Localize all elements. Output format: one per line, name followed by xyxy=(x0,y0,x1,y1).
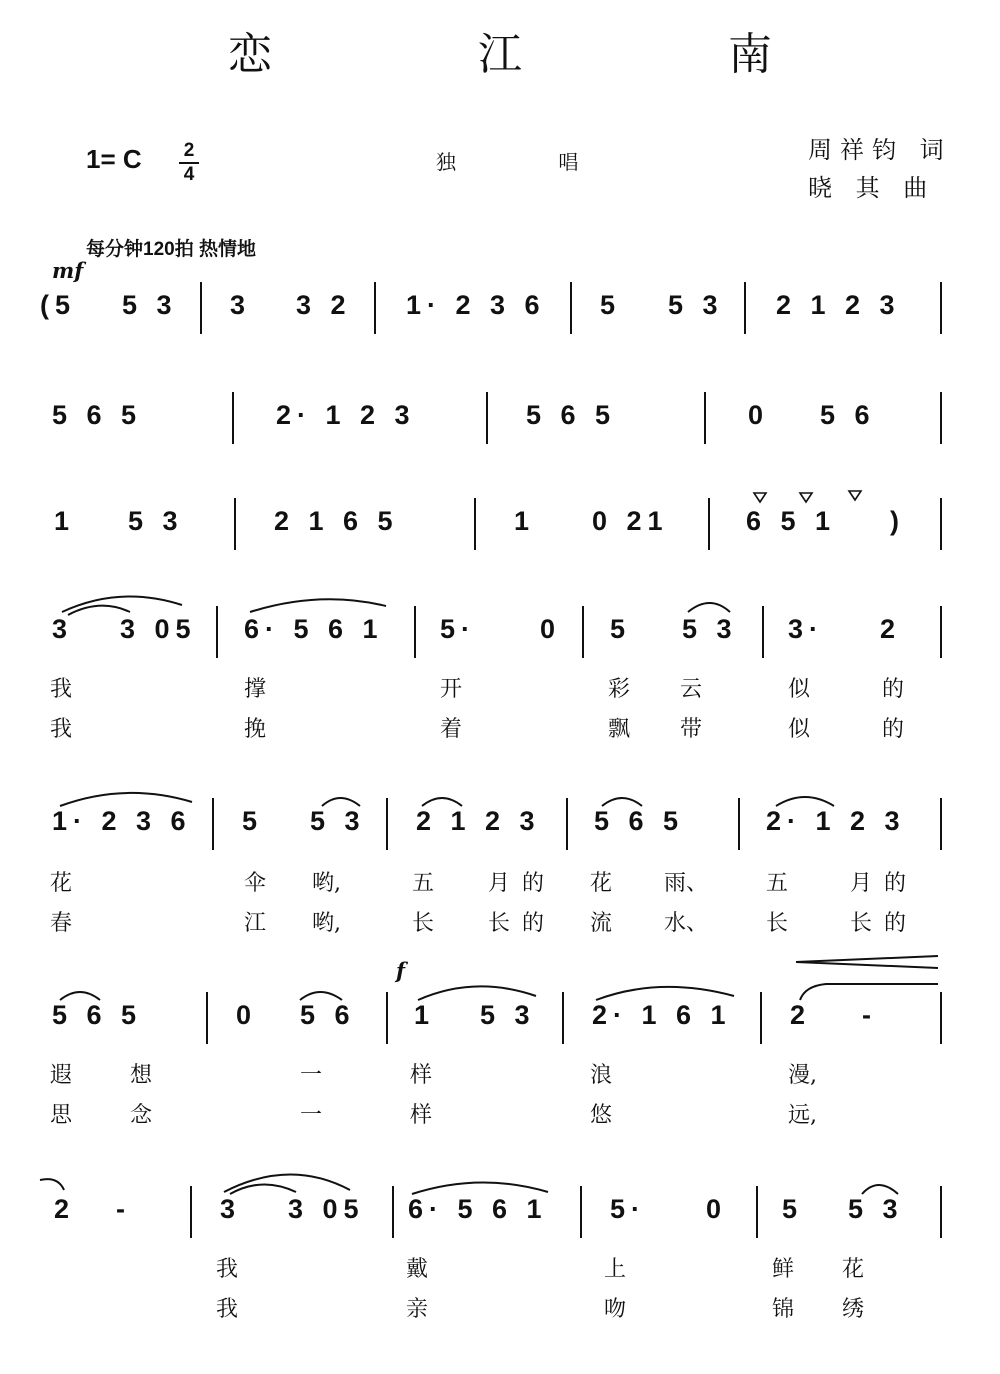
lyric-syllable: 绣 xyxy=(842,1297,865,1322)
note-group: 5· xyxy=(440,614,477,644)
note-group: ) xyxy=(890,506,905,536)
lyric-syllable: 样 xyxy=(410,1103,433,1128)
accent-mark xyxy=(800,493,812,502)
lyric-syllable: 五 xyxy=(766,871,789,896)
note-group: 3 05 xyxy=(120,614,197,644)
lyric-syllable: 的 xyxy=(882,677,905,702)
time-signature-top: 2 xyxy=(183,140,195,161)
note-group: 5 3 xyxy=(848,1194,904,1224)
time-signature-bottom: 4 xyxy=(183,164,195,185)
lyric-syllable: 戴 xyxy=(406,1257,429,1282)
lyric-syllable: 想 xyxy=(130,1063,153,1088)
lyric-syllable: 长 xyxy=(488,911,511,936)
note-group: 5 xyxy=(782,1194,804,1224)
note-group: 2 xyxy=(880,614,902,644)
lyric-syllable: 长 xyxy=(412,911,435,936)
note-group: 1 xyxy=(414,1000,436,1030)
composer-credit: 晓 其 曲 xyxy=(808,174,936,202)
slur xyxy=(68,606,130,615)
note-group: 3 05 xyxy=(288,1194,365,1224)
tie xyxy=(300,992,342,1000)
note-group: 5 6 xyxy=(300,1000,356,1030)
note-group: 5 6 5 xyxy=(526,400,617,430)
note-group: 0 xyxy=(706,1194,728,1224)
performance-type: 独 唱 xyxy=(436,150,627,174)
note-group: 0 xyxy=(236,1000,258,1030)
note-group: (5 xyxy=(40,290,77,320)
tie xyxy=(862,1185,898,1194)
lyric-syllable: 思 xyxy=(50,1103,73,1128)
tie xyxy=(422,798,462,806)
lyric-syllable: 云 xyxy=(680,677,703,702)
note-group: 2 xyxy=(790,1000,812,1030)
lyric-syllable: 远, xyxy=(788,1103,817,1128)
dynamic-mf: mf xyxy=(52,258,84,283)
lyric-syllable: 的 xyxy=(884,911,907,936)
note-group: 0 xyxy=(748,400,770,430)
lyric-syllable: 我 xyxy=(50,717,73,742)
slur xyxy=(596,987,734,1000)
tie xyxy=(322,798,360,806)
lyric-syllable: 春 xyxy=(50,911,73,936)
tempo-marking: 每分钟120拍 热情地 xyxy=(86,239,256,260)
lyric-syllable: 带 xyxy=(680,717,703,742)
note-group: 5 xyxy=(242,806,264,836)
lyric-syllable: 雨、 xyxy=(664,871,709,896)
note-group: 6 5 1 xyxy=(746,506,837,536)
accent-mark xyxy=(849,491,861,500)
note-group: 1 xyxy=(54,506,76,536)
lyric-syllable: 的 xyxy=(522,911,545,936)
lyric-syllable: 悠 xyxy=(590,1103,613,1128)
slur xyxy=(230,1184,296,1194)
lyric-syllable: 哟, xyxy=(312,911,341,936)
lyric-syllable: 江 xyxy=(244,911,267,936)
lyric-syllable: 彩 xyxy=(608,677,631,702)
lyric-syllable: 开 xyxy=(440,677,463,702)
note-group: 5 6 5 xyxy=(594,806,685,836)
tie xyxy=(60,992,100,1000)
note-group: 2· 1 6 1 xyxy=(592,1000,732,1030)
lyric-syllable: 花 xyxy=(50,871,73,896)
note-group: 2 1 2 3 xyxy=(416,806,541,836)
note-group: 5 3 xyxy=(310,806,366,836)
tie xyxy=(688,603,730,612)
lyric-syllable: 一 xyxy=(300,1063,323,1088)
note-group: 0 xyxy=(540,614,562,644)
lyric-syllable: 流 xyxy=(590,911,613,936)
note-group: 5 3 xyxy=(128,506,184,536)
note-group: 1· 2 3 6 xyxy=(52,806,192,836)
lyric-syllable: 哟, xyxy=(312,871,341,896)
lyric-syllable: 伞 xyxy=(244,871,267,896)
lyricist-credit: 周祥钧 词 xyxy=(808,136,952,164)
lyric-syllable: 我 xyxy=(216,1297,239,1322)
lyric-syllable: 上 xyxy=(604,1257,627,1282)
slur xyxy=(418,986,536,1000)
note-group: 5 3 xyxy=(480,1000,536,1030)
lyric-syllable: 花 xyxy=(590,871,613,896)
note-group: 1· 2 3 6 xyxy=(406,290,546,320)
lyric-syllable: 长 xyxy=(850,911,873,936)
lyric-syllable: 遐 xyxy=(50,1063,73,1088)
note-group: 5· xyxy=(610,1194,647,1224)
lyric-syllable: 五 xyxy=(412,871,435,896)
note-group: 0 21 xyxy=(592,506,669,536)
note-group: - xyxy=(862,1000,877,1030)
note-group: 5 3 xyxy=(668,290,724,320)
lyric-syllable: 飘 xyxy=(608,717,631,742)
note-group: 2 1 6 5 xyxy=(274,506,399,536)
key-signature: 1= C xyxy=(86,144,142,174)
lyric-syllable: 锦 xyxy=(772,1297,795,1322)
lyric-syllable: 浪 xyxy=(590,1063,613,1088)
note-group: 5 6 5 xyxy=(52,400,143,430)
crescendo-mark xyxy=(796,956,938,968)
lyric-syllable: 漫, xyxy=(788,1063,817,1088)
note-group: 3 2 xyxy=(296,290,352,320)
lyric-syllable: 吻 xyxy=(604,1297,627,1322)
dynamic-f: f xyxy=(396,958,406,983)
note-group: 3· xyxy=(788,614,825,644)
lyric-syllable: 的 xyxy=(522,871,545,896)
slur xyxy=(60,793,192,806)
note-group: 3 xyxy=(52,614,74,644)
lyric-syllable: 似 xyxy=(788,717,811,742)
note-group: - xyxy=(116,1194,131,1224)
tie xyxy=(776,797,834,806)
song-title: 恋 江 南 xyxy=(228,29,868,80)
note-group: 6· 5 6 1 xyxy=(244,614,384,644)
lyric-syllable: 一 xyxy=(300,1103,323,1128)
lyric-syllable: 花 xyxy=(842,1257,865,1282)
slur xyxy=(250,599,386,612)
note-group: 5 3 xyxy=(682,614,738,644)
lyric-syllable: 的 xyxy=(882,717,905,742)
accent-mark xyxy=(754,493,766,502)
note-group: 2· 1 2 3 xyxy=(276,400,416,430)
note-group: 2· 1 2 3 xyxy=(766,806,906,836)
lyric-syllable: 亲 xyxy=(406,1297,429,1322)
lyric-syllable: 我 xyxy=(216,1257,239,1282)
slur xyxy=(412,1182,548,1194)
lyric-syllable: 念 xyxy=(130,1103,153,1128)
lyric-syllable: 似 xyxy=(788,677,811,702)
note-group: 5 xyxy=(600,290,622,320)
note-group: 6· 5 6 1 xyxy=(408,1194,548,1224)
note-group: 5 6 xyxy=(820,400,876,430)
lyric-syllable: 的 xyxy=(884,871,907,896)
lyric-syllable: 我 xyxy=(50,677,73,702)
lyric-syllable: 挽 xyxy=(244,717,267,742)
note-group: 5 3 xyxy=(122,290,178,320)
lyric-syllable: 鲜 xyxy=(772,1257,795,1282)
note-group: 2 xyxy=(54,1194,76,1224)
lyric-syllable: 样 xyxy=(410,1063,433,1088)
lyric-syllable: 水、 xyxy=(664,911,709,936)
lyric-syllable: 月 xyxy=(850,871,873,896)
lyric-syllable: 撑 xyxy=(244,677,267,702)
note-group: 2 1 2 3 xyxy=(776,290,901,320)
note-group: 1 xyxy=(514,506,536,536)
tie xyxy=(40,1179,64,1190)
lyric-syllable: 月 xyxy=(488,871,511,896)
note-group: 3 xyxy=(230,290,252,320)
lyric-syllable: 长 xyxy=(766,911,789,936)
note-group: 5 6 5 xyxy=(52,1000,143,1030)
lyric-syllable: 着 xyxy=(440,717,463,742)
tie xyxy=(602,798,642,806)
tie xyxy=(800,984,938,1000)
note-group: 5 xyxy=(610,614,632,644)
note-group: 3 xyxy=(220,1194,242,1224)
